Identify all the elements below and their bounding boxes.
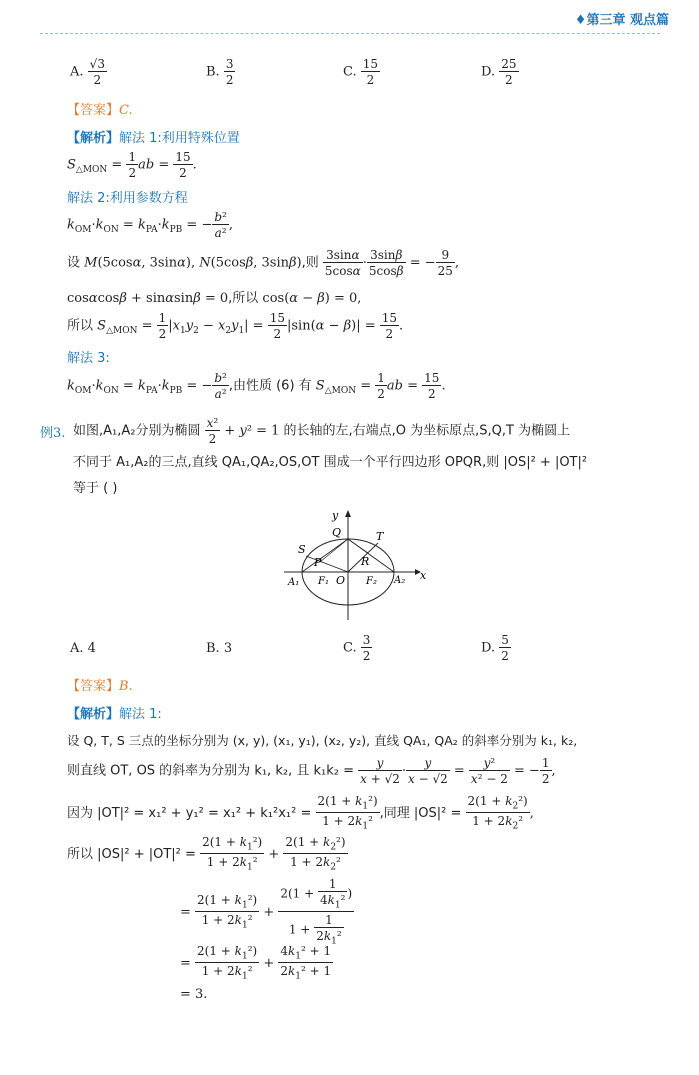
text: 因为 |OT|² = x₁² + y₁² = x₁² + k₁²x₁² = xyxy=(67,805,312,821)
q1-option-b xyxy=(206,58,235,86)
q1-option-a xyxy=(70,58,107,86)
label-x: x xyxy=(420,569,427,582)
text: 的长轴的左,右端点,O 为坐标原点,S,Q,T 为椭圆上 xyxy=(283,423,571,439)
q1-eq2: $k_{OM}\cdot k_{ON} = k_{PA}\cdot k_{PB}$ = − $\frac{\text{b²}}{\text{a²}}$ , xyxy=(67,210,233,240)
ex3-answer xyxy=(67,675,133,694)
fraction-num: 3 xyxy=(225,57,234,71)
label-F2: F₂ xyxy=(366,576,377,587)
fraction-den: 2 xyxy=(501,649,509,663)
label-Q: Q xyxy=(332,526,342,539)
option-label: C. xyxy=(343,640,357,656)
ex3-sol-line3: 因为 |OT|² = x₁² + y₁² = x₁² + k₁²x₁² = $\frac{2(1 + k_1^2)}{1 + 2k_1^2}$ ,同理 |OS|² = $\frac{2(1 + k_2^2)}{1 + 2k_2^2}$ , xyxy=(67,794,534,832)
answer-tag: 【答案】 xyxy=(67,679,120,694)
fraction-num: 25 xyxy=(501,57,517,71)
answer-value: C. xyxy=(119,103,133,118)
q1-eq1: $S_{\triangle MON}$ = $\frac{1}{2}$ ab = $\frac{15}{2}$ . xyxy=(67,150,197,180)
ex3-sol-line2: 则直线 OT, OS 的斜率为分别为 k₁, k₂, 且 k₁k₂ = $\frac{y}{x + √2}$ · $\frac{y}{x - √2}$ = $\frac{\text{y²}}{\text{x² − 2}}$ = − $\frac{1}{2}$ , xyxy=(67,756,556,786)
fraction xyxy=(224,58,236,86)
text: 所以 xyxy=(67,318,94,334)
example3-line3: 等于 ( ) xyxy=(73,481,118,496)
example3-label: 例3. xyxy=(40,426,66,441)
fraction-den: 2 xyxy=(93,73,102,87)
text: ,同理 |OS|² = xyxy=(379,805,462,821)
fraction-den: 2 xyxy=(505,73,513,87)
method-title: 解法 2:利用参数方程 xyxy=(67,191,188,206)
ex3-option-c xyxy=(343,634,372,662)
text: ,则 xyxy=(301,255,319,271)
option-label: B. xyxy=(206,64,220,80)
text: 所以 |OS|² + |OT|² = xyxy=(67,846,196,862)
ex3-option-a: A. 4 xyxy=(70,641,96,656)
option-label: D. xyxy=(481,640,496,656)
ex3-option-d xyxy=(481,634,511,662)
fraction-num: 5 xyxy=(501,633,509,647)
example3-line1: 如图,A₁,A₂分别为椭圆 $\frac{\text{x²}}{2}$ + y² = 1 的长轴的左,右端点,O 为坐标原点,S,Q,T 为椭圆上 xyxy=(73,416,571,446)
y-axis-arrow xyxy=(345,510,351,517)
q1-option-d xyxy=(481,58,519,86)
ex3-option-b: B. 3 xyxy=(206,641,233,656)
answer-value: B. xyxy=(119,679,133,694)
fraction xyxy=(499,58,518,86)
text: 设 xyxy=(67,255,81,271)
answer-tag: 【答案】 xyxy=(67,103,120,118)
q1-eq6: $k_{OM}\cdot k_{ON} = k_{PA}\cdot k_{PB}$ = − $\frac{\text{b²}}{\text{a²}}$ ,由性质 (6) 有 $S_{\triangle MON}$ = $\frac{1}{2}$ ab = $\frac{15}{2}$ . xyxy=(67,371,446,401)
label-R: R xyxy=(361,555,370,568)
line-OS xyxy=(306,556,348,572)
ex3-sol-line6: = $\frac{2(1 + k_1^2)}{1 + 2k_1^2}$ + $\frac{4k_1^2 + 1}{2k_1^2 + 1}$ xyxy=(180,944,332,982)
fraction-den: 2 xyxy=(225,73,234,87)
diamond-icon: ♦ xyxy=(574,13,587,28)
fraction xyxy=(88,58,107,86)
option-label: C. xyxy=(343,64,357,80)
q1-option-c xyxy=(343,58,380,86)
fraction-num: 15 xyxy=(362,57,379,71)
q1-eq3: 设 M(5cosα, 3sinα), N(5cosβ, 3sinβ),则 $\frac{3\sin\alpha}{5\cos\alpha}$ · $\frac{3\sin\beta}{5\cos\beta}$ = − $\frac{9}{25}$ , xyxy=(67,248,460,278)
text: 如图,A₁,A₂分别为椭圆 xyxy=(73,423,201,439)
analysis-tag: 【解析】 xyxy=(67,131,120,146)
ex3-sol-line1: 设 Q, T, S 三点的坐标分别为 (x, y), (x₁, y₁), (x₂, y₂), 直线 QA₁, QA₂ 的斜率分别为 k₁, k₂, xyxy=(67,733,578,748)
text: ,由性质 (6) 有 xyxy=(228,378,312,394)
ex3-analysis xyxy=(67,703,162,722)
q1-eq5: 所以 $S_{\triangle MON}$ = $\frac{1}{2}$ $|x_1y_2 - x_2y_1|$ = $\frac{15}{2}$ |sin(α − β)| = $\frac{15}{2}$ . xyxy=(67,311,404,341)
q1-eq4: cosαcosβ + sinαsinβ = 0,所以 cos(α − β) = 0, xyxy=(67,291,362,306)
label-A1: A₁ xyxy=(288,577,300,588)
ex3-sol-line5: = $\frac{2(1 + k_1^2)}{1 + 2k_1^2}$ + 2(1 + $\frac{1}{4k_1^2}$ ) 1 + $\frac{1}{2k_1^2}$ xyxy=(180,877,353,947)
ex3-final: = 3. xyxy=(180,987,208,1002)
example3-line2: 不同于 A₁,A₂的三点,直线 QA₁,QA₂,OS,OT 围成一个平行四边形 OPQR,则 |OS|² + |OT|² xyxy=(73,455,588,470)
header-divider xyxy=(40,33,660,34)
chapter-header xyxy=(575,9,669,28)
option-label: A. xyxy=(70,64,84,80)
ellipse-figure xyxy=(280,505,440,625)
label-S: S xyxy=(298,543,306,556)
text: ,所以 xyxy=(228,291,259,306)
ex3-sol-line4: 所以 |OS|² + |OT|² = $\frac{2(1 + k_1^2)}{1 + 2k_1^2}$ + $\frac{2(1 + k_2^2)}{1 + 2k_2^2}$ xyxy=(67,835,346,873)
method-title: 解法 1: xyxy=(119,707,162,722)
fraction-den: 2 xyxy=(362,649,371,663)
analysis-tag: 【解析】 xyxy=(67,707,120,722)
line-PQ xyxy=(320,539,348,562)
fraction-num: √3 xyxy=(89,57,105,71)
q1-method3 xyxy=(67,347,110,366)
q1-method2 xyxy=(67,187,188,206)
option-label: D. xyxy=(481,64,496,80)
line-QA1 xyxy=(302,539,348,572)
fraction xyxy=(361,58,380,86)
text: 则直线 OT, OS 的斜率为分别为 k₁, k₂, 且 k₁k₂ = xyxy=(67,763,354,779)
method-title: 解法 3: xyxy=(67,351,110,366)
fraction-num: 3 xyxy=(362,633,371,647)
chapter-label: 第三章 xyxy=(586,13,626,28)
label-P: P xyxy=(314,556,322,569)
label-A2: A₂ xyxy=(394,575,406,586)
section-label: 观点篇 xyxy=(629,13,669,28)
label-O: O xyxy=(336,574,346,587)
fraction-den: 2 xyxy=(366,73,375,87)
q1-answer xyxy=(67,99,133,118)
method-title: 解法 1:利用特殊位置 xyxy=(119,131,240,146)
label-T: T xyxy=(376,530,384,543)
label-y: y xyxy=(332,509,339,522)
q1-analysis xyxy=(67,127,240,146)
label-F1: F₁ xyxy=(318,576,329,587)
